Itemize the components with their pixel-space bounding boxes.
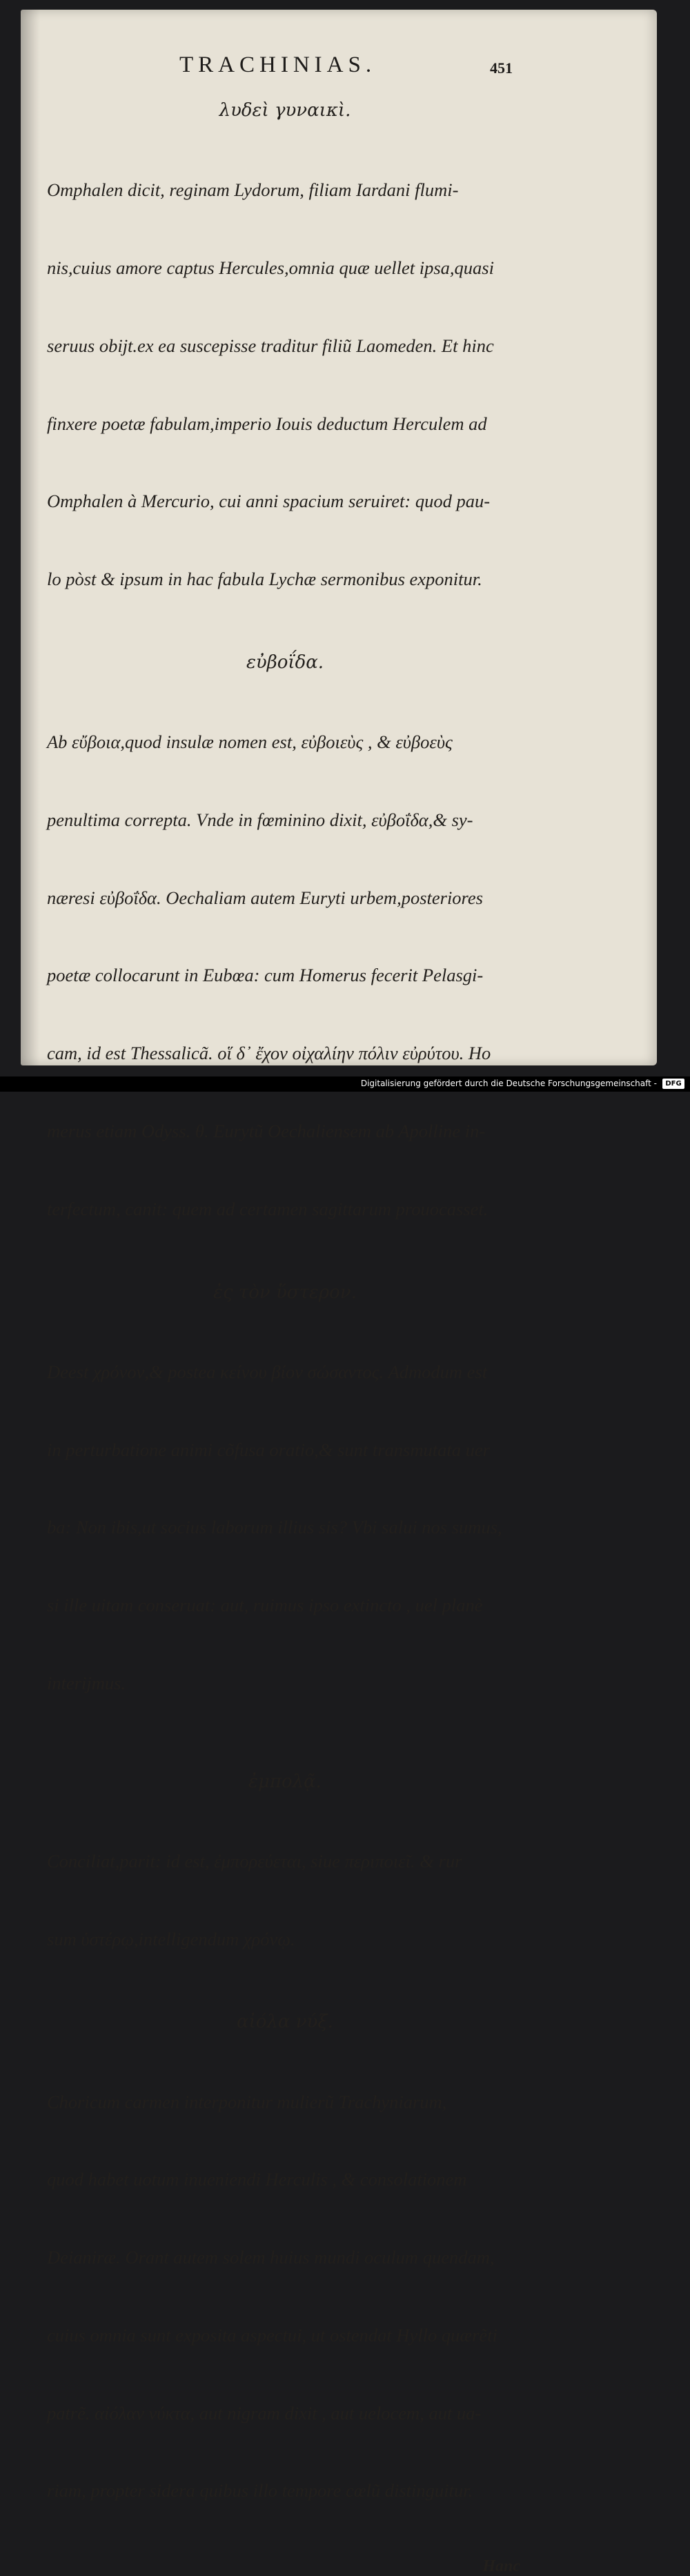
text-line: næresi εὐβοΐδα. Oechaliam autem Euryti urbem,posteriores — [47, 887, 483, 908]
text-line: si ille uitam conseruat: aut, ruimus ipso extincto , uel planè — [47, 1595, 483, 1616]
text-line: merus etiam Odyss. θ. Eurytũ Oechaliensem ab Apolline in- — [47, 1120, 486, 1141]
text-line: cam, id est Thessalicã. οἵ δ᾽ ἔχον οἰχαλίην πόλιν εὐρύτου. Ho — [47, 1043, 491, 1064]
gutter-shadow — [21, 10, 40, 1065]
lemma-heading: αἰόλα νύξ. — [237, 2012, 333, 2033]
text-line: cuius omnia sunt exposita aspectui, ut ostendat Hyllo quærẽti — [47, 2324, 497, 2346]
text-line: patrẽ. αἰόλαν νύκτα, aut nigram dixit , aut uelocem, aut ua- — [47, 2402, 482, 2423]
text-line: sum ὑστέρῳ,intelligendum χρόνῳ. — [47, 1928, 295, 1949]
lemma-heading: ἐμπολᾷ. — [248, 1771, 322, 1792]
page-body — [47, 92, 523, 2576]
page-number: 451 — [490, 59, 513, 77]
text-line: in perturbatione animi cõfusa oratio,& sunt transmutata uer — [47, 1439, 490, 1460]
text-line: Deest χρόνον,& postea κείνου βίον σώσαντος. Admodum est — [47, 1361, 488, 1382]
text-line: nis,cuius amore captus Hercules,omnia quæ uellet ipsa,quasi — [47, 257, 494, 278]
lemma-heading: λυδεὶ γυναικὶ. — [219, 100, 351, 121]
text-line: Choricum carmen interponitur mulierũ Trachyniarum, — [47, 2091, 447, 2112]
page-header — [21, 52, 657, 80]
text-line: Conciliat,parit: id est, ἐμπορεύεται, siue περιποιεῖ. & rur — [47, 1850, 462, 1871]
commentary-paragraph — [47, 126, 523, 645]
lemma-heading: εὐβοΐδα. — [246, 651, 324, 673]
commentary-paragraph — [47, 1797, 523, 2005]
text-line: Deianiræ. Orant autem solem huius mundi oculum quendam, — [47, 2247, 495, 2268]
text-line: lo pòst & ipsum in hac fabula Lychæ sermonibus exponitur. — [47, 569, 482, 590]
text-line: penultima correpta. Vnde in fœminino dixit, εὐβοΐδα,& sy- — [47, 809, 473, 830]
text-line: Omphalen à Mercurio, cui anni spacium seruiret: quod pau- — [47, 491, 491, 512]
text-line: Omphalen dicit, reginam Lydorum, filiam Iardani flumi- — [47, 179, 459, 201]
dfg-logo-icon: DFG — [662, 1079, 684, 1089]
text-line: Ab εὔβοια,quod insulæ nomen est, εὐβοιεὺς , & εὐβοεὺς — [47, 731, 453, 753]
spacer — [47, 1749, 523, 1764]
text-line: interijmus. — [47, 1672, 126, 1693]
text-line: seruus obijt.ex ea suscepisse traditur filiũ Laomeden. Et hinc — [47, 335, 494, 356]
catchword: Hanc — [482, 2557, 520, 2576]
commentary-paragraph — [47, 1308, 523, 1749]
text-line: finxere poetæ fabulam,imperio Iouis deductum Herculem ad — [47, 413, 487, 434]
lemma-heading: ἐς τὸν ὕστερον. — [213, 1281, 357, 1303]
text-line: terfectum, canit: quem ad certamen sagittarum prouocasset. — [47, 1198, 489, 1219]
footer-bar — [0, 1076, 690, 1092]
commentary-paragraph — [47, 678, 523, 1275]
text-line: riam, propter sidera quibus illo tempore cœlũ distinguitur. — [47, 2480, 473, 2501]
text-line: poetæ collocarunt in Eubœa: cum Homerus fecerit Pelasgi- — [47, 965, 484, 986]
commentary-paragraph — [47, 2037, 523, 2556]
text-line: ba: Non ibis,ut socius laborum illius sis? Vbi salui nos sumus, — [47, 1517, 502, 1538]
funding-note: Digitalisierung gefördert durch die Deutsche Forschungsgemeinschaft - — [360, 1079, 657, 1088]
text-line: quod habet uotum inueniendi Herculis , & consolationem — [47, 2169, 467, 2190]
running-title: TRACHINIAS. — [179, 52, 377, 77]
